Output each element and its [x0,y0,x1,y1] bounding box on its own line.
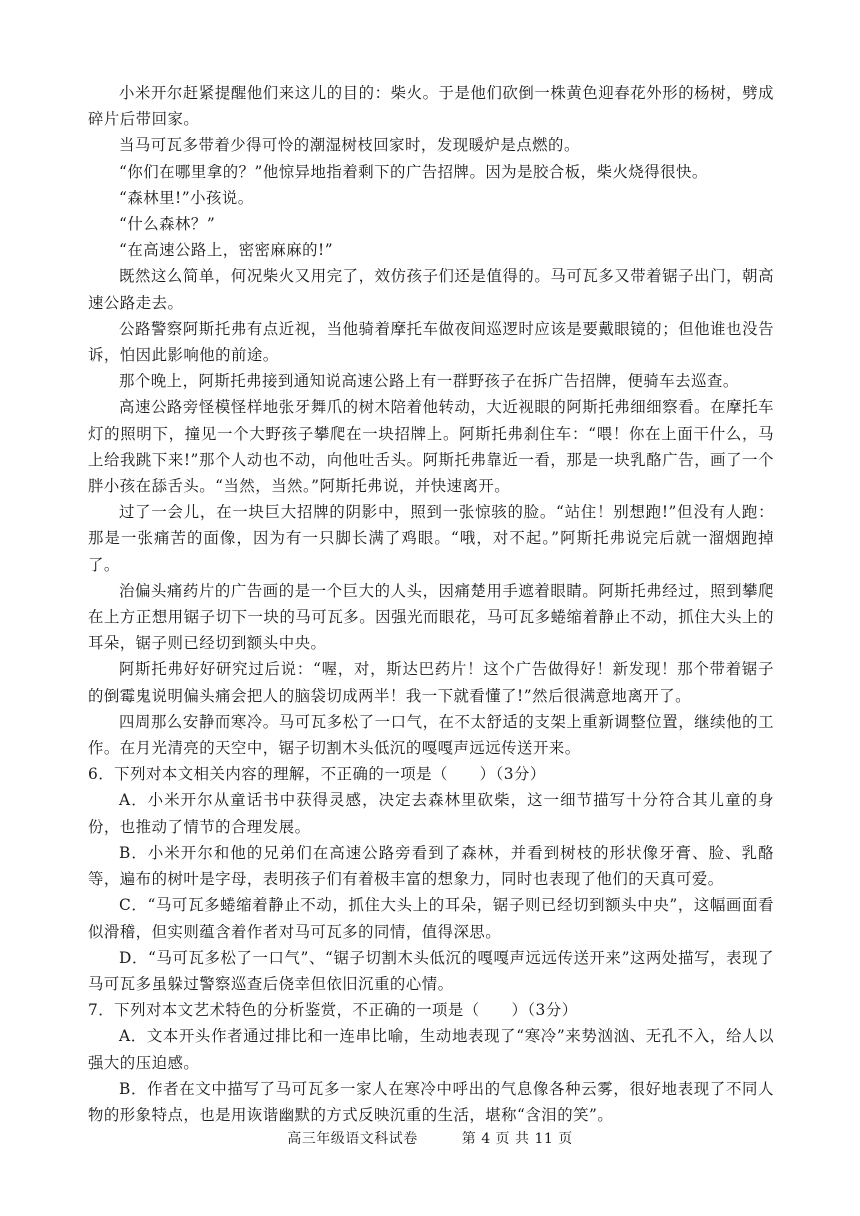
paragraph: 四周那么安静而寒冷。马可瓦多松了一口气，在不太舒适的支架上重新调整位置，继续他的工作。在月光清亮的天空中，锯子切割木头低沉的嘎嘎声远远传送开来。 [88,712,774,758]
paragraph: B．小米开尔和他的兄弟们在高速公路旁看到了森林，并看到树枝的形状像牙膏、脸、乳酪等，遍布的树叶是字母，表明孩子们有着极丰富的想象力，同时也表现了他们的天真可爱。 [88,843,774,889]
paragraph: 既然这么简单，何况柴火又用完了，效仿孩子们还是值得的。马可瓦多又带着锯子出门，朝高速公路走去。 [88,267,774,312]
document-body [88,80,774,1128]
paragraph: 当马可瓦多带着少得可怜的潮湿树枝回家时，发现暖炉是点燃的。 [119,136,580,155]
question-stem: 7．下列对本文艺术特色的分析鉴赏，不正确的一项是（ ）（3分） [88,1001,578,1020]
paragraph: “在高速公路上，密密麻麻的!” [119,241,334,260]
paragraph: 阿斯托弗好好研究过后说：“喔，对，斯达巴药片！这个广告做得好！新发现！那个带着锯子的倒霉鬼说明偏头痛会把人的脑袋切成两半！我一下就看懂了!”然后很满意地离开了。 [88,660,774,705]
paragraph: 公路警察阿斯托弗有点近视，当他骑着摩托车做夜间巡逻时应该是要戴眼镜的；但他谁也没告诉，怕因此影响他的前途。 [88,319,774,365]
paragraph: 那个晚上，阿斯托弗接到通知说高速公路上有一群野孩子在拆广告招牌，便骑车去巡查。 [119,372,739,391]
paragraph: B．作者在文中描写了马可瓦多一家人在寒冷中呼出的气息像各种云雾，很好地表现了不同人物的形象特点，也是用诙谐幽默的方式反映沉重的生活，堪称“含泪的笑”。 [88,1079,774,1124]
paragraph: A．文本开头作者通过排比和一连串比喻，生动地表现了“寒冷”来势汹汹、无孔不入，给人以强大的压迫感。 [88,1027,774,1072]
exam-title: 高三年级语文科试卷 [287,1131,418,1147]
paragraph: A．小米开尔从童话书中获得灵感，决定去森林里砍柴，这一细节描写十分符合其儿童的身份，也推动了情节的合理发展。 [88,791,774,836]
paragraph: “你们在哪里拿的？”他惊异地指着剩下的广告招牌。因为是胶合板，柴火烧得很快。 [119,162,708,181]
paragraph: 治偏头痛药片的广告画的是一个巨大的人头，因痛楚用手遮着眼睛。阿斯托弗经过，照到攀爬在上方正想用锯子切下一块的马可瓦多。因强光而眼花，马可瓦多蜷缩着静止不动，抓住大头上的耳朵，锯子则已经切到额头中央。 [88,581,774,653]
paragraph: “森林里!”小孩说。 [119,188,254,207]
paragraph: 高速公路旁怪模怪样地张牙舞爪的树木陪着他转动，大近视眼的阿斯托弗细细察看。在摩托车灯的照明下，撞见一个大野孩子攀爬在一块招牌上。阿斯托弗刹住车：“喂！你在上面干什么，马上给我跳下来!”那个人动也不动，向他吐舌头。阿斯托弗靠近一看，那是一块乳酪广告，画了一个胖小孩在舔舌头。“当然，当然。”阿斯托弗说，并快速离开。 [88,398,774,496]
page-number: 第 4 页 共 11 页 [461,1131,573,1147]
paragraph: 小米开尔赶紧提醒他们来这儿的目的：柴火。于是他们砍倒一株黄色迎春花外形的杨树，劈成碎片后带回家。 [88,84,774,129]
paragraph: “什么森林？” [119,215,216,234]
paragraph: 过了一会儿，在一块巨大招牌的阴影中，照到一张惊骇的脸。“站住！别想跑!”但没有人跑：那是一张痛苦的面像，因为有一只脚长满了鸡眼。“哦，对不起。”阿斯托弗说完后就一溜烟跑掉了。 [88,503,774,574]
question-stem: 6．下列对本文相关内容的理解，不正确的一项是（ ）（3分） [88,765,546,784]
paragraph: D．“马可瓦多松了一口气”、“锯子切割木头低沉的嘎嘎声远远传送开来”这两处描写，表现了马可瓦多虽躲过警察巡查后侥幸但依旧沉重的心情。 [88,948,774,993]
page-footer [0,1128,860,1148]
paragraph: C．“马可瓦多蜷缩着静止不动，抓住大头上的耳朵，锯子则已经切到额头中央”，这幅画面看似滑稽，但实则蕴含着作者对马可瓦多的同情，值得深思。 [88,896,774,941]
